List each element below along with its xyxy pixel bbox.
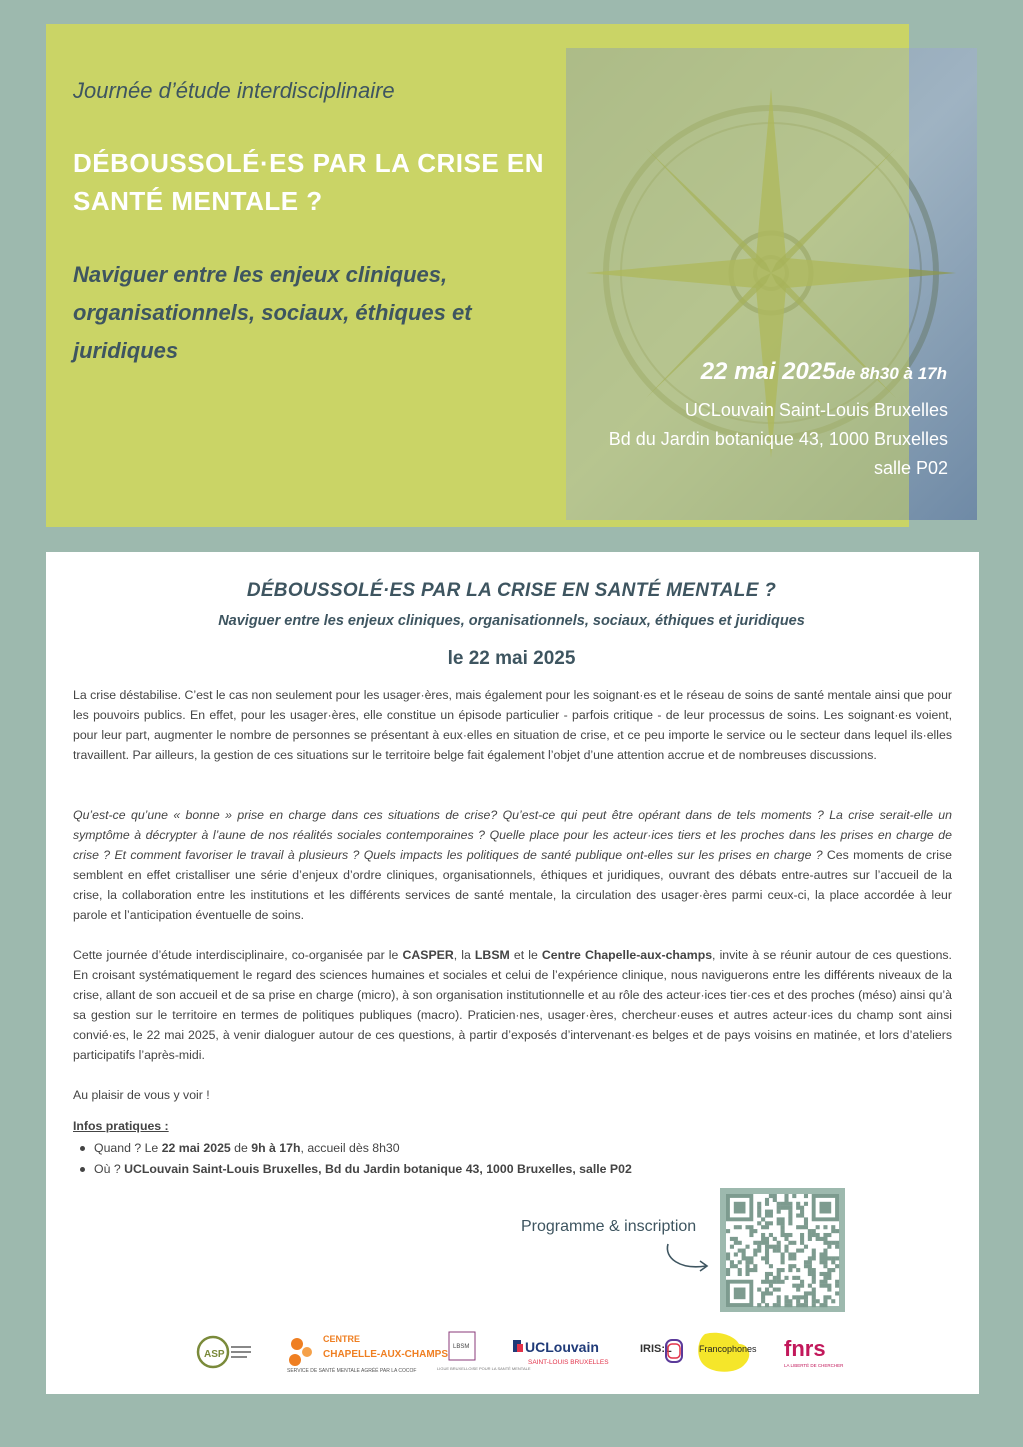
text-segment: Quand ? Le (94, 1141, 162, 1155)
svg-text:SERVICE DE SANTÉ MENTALE AGRÉÉ: SERVICE DE SANTÉ MENTALE AGRÉÉ PAR LA COCOF (287, 1368, 417, 1374)
infos-title: Infos pratiques : (73, 1119, 169, 1133)
francophones-logo-icon (695, 1330, 775, 1375)
hero-subtitle-line: juridiques (73, 338, 179, 363)
hero-subtitle-line: Naviguer entre les enjeux cliniques, (73, 262, 448, 287)
hero-title-line: DÉBOUSSOLÉ·ES PAR LA CRISE EN (73, 148, 544, 178)
bullet-icon (80, 1167, 85, 1172)
svg-text:UCLouvain: UCLouvain (525, 1339, 599, 1355)
text-segment: , invite à se réunir autour de ces questions. En croisant systématiquement le regard des sciences humaines et sociales et celui de l’expérience clinique, nous naviguerons entre les différents niveaux de la crise, allant de son accueil et de sa prise en charge (micro), à son organisation institutionnelle et au rôle des acteur·ices tier·ces et des proches (méso) ainsi qu’à sa gestion sur le territoire en termes de politiques publiques (macro). Praticien·nes, usager·ères, chercheur·euses et autres acteur·ices du champ sont ainsi convié·es, le 22 mai 2025, à venir dialoguer autour de ces questions, à partir d’exposés d’intervenant·es belges et de pays voisins en matinée, et lors d’ateliers participatifs l’après-midi. (73, 948, 952, 1062)
hero-subtitle (73, 256, 493, 370)
text-segment: et le (509, 948, 542, 962)
svg-text:LIGUE BRUXELLOISE POUR LA SANT: LIGUE BRUXELLOISE POUR LA SANTÉ MENTALE (437, 1366, 531, 1371)
casper-logo-icon (195, 1330, 255, 1375)
paragraph-questions (73, 805, 952, 925)
svg-text:LA LIBERTÉ DE CHERCHER: LA LIBERTÉ DE CHERCHER (784, 1363, 844, 1368)
hero-date (701, 358, 947, 386)
bullet-icon (80, 1146, 85, 1151)
svg-text:SAINT-LOUIS BRUXELLES: SAINT-LOUIS BRUXELLES (528, 1359, 609, 1366)
when-date: 22 mai 2025 (161, 1141, 231, 1155)
svg-text:ASP: ASP (204, 1349, 225, 1360)
hero-room: salle P02 (873, 458, 948, 478)
panel-date: le 22 mai 2025 (447, 648, 576, 669)
centre-chapelle-logo-icon (287, 1330, 448, 1375)
svg-text:fnrs: fnrs (784, 1336, 826, 1361)
hero-title-line: SANTÉ MENTALE ? (73, 186, 323, 216)
panel-subtitle: Naviguer entre les enjeux cliniques, organisationnels, sociaux, éthiques et juridiques (218, 613, 805, 629)
where-value: UCLouvain Saint-Louis Bruxelles, Bd du Jardin botanique 43, 1000 Bruxelles, salle P02 (124, 1162, 632, 1176)
svg-text:Francophones: Francophones (699, 1344, 757, 1354)
hero-date-time: de 8h30 à 17h (835, 364, 947, 383)
when-hours: 9h à 17h (251, 1141, 301, 1155)
uclouvain-logo-icon (513, 1330, 623, 1375)
svg-text:CENTRE: CENTRE (323, 1334, 361, 1344)
text-segment: Où ? (94, 1162, 125, 1176)
paragraph-closing: Au plaisir de vous y voir ! (73, 1088, 210, 1102)
fnrs-logo-icon (783, 1330, 843, 1375)
hero-date-main: 22 mai 2025 (700, 358, 836, 385)
text-segment: , la (453, 948, 475, 962)
qr-code-icon[interactable] (720, 1188, 845, 1312)
paragraph-intro: La crise déstabilise. C’est le cas non seulement pour les usager·ères, mais également pour les soignant·es et le réseau de soins de santé mentale ainsi que pour les pouvoirs publics. En effet, pour les usager·ères, elle constitue un épisode particulier - parfois critique - de leur processus de soins. Les soignant·es voient, pour leur part, augmenter le nombre de personnes se présentant à eux·elles en situation de crise, et ce peu importe le service ou le secteur dans lequel ils·elles travaillent. Par ailleurs, la gestion de ces situations sur le territoire belge fait également l’objet d’une attention accrue et de nombreuses discussions. (73, 688, 952, 762)
svg-text:CHAPELLE-AUX-CHAMPS: CHAPELLE-AUX-CHAMPS (323, 1349, 448, 1360)
iris-logo-icon (638, 1330, 688, 1375)
paragraph-questions-italic: Qu’est-ce qu’une « bonne » prise en charge dans ces situations de crise? Qu’est-ce qui peut être opérant dans de tels moments ? La crise serait-elle un symptôme à décrypter à l’aune de nos réalités sociales contemporaines ? Quelle place pour les acteur·ices tiers et les proches dans les prises en charge de crise ? Et comment favoriser le travail à plusieurs ? Quels impacts les politiques de santé publique ont-elles sur les prises en charge ? (73, 808, 952, 862)
hero-subtitle-line: organisationnels, sociaux, éthiques et (73, 300, 472, 325)
svg-text:IRIS:L: IRIS:L (640, 1343, 672, 1355)
text-segment: Cette journée d’étude interdisciplinaire, co-organisée par le (73, 948, 403, 962)
organiser-centre: Centre Chapelle-aux-champs (541, 948, 713, 962)
info-when (80, 1141, 400, 1155)
programme-label: Programme & inscription (521, 1218, 697, 1235)
svg-text:LBSM: LBSM (453, 1344, 470, 1350)
qr-code-area (726, 1194, 839, 1306)
hero-venue: UCLouvain Saint-Louis Bruxelles (684, 400, 948, 420)
paragraph-organisers (73, 945, 952, 1065)
hero-title (73, 144, 553, 220)
panel-title: DÉBOUSSOLÉ·ES PAR LA CRISE EN SANTÉ MENTALE ? (246, 580, 777, 601)
text-segment: , accueil dès 8h30 (300, 1141, 400, 1155)
partner-logos (195, 1330, 845, 1375)
paragraph-questions-rest: Ces moments de crise semblent en effet cristalliser une série d’enjeux d’ordre cliniques, organisationnels, éthiques et juridiques, ouvrant des débats entre-autres sur l’accueil de la crise, la collaboration entre les institutions et les différents services de santé mentale, la circulation des usager·ères parmi ceux-ci, la place accordée à leur parole et l’anticipation éventuelle de soins. (73, 848, 952, 922)
organiser-casper: CASPER (402, 948, 454, 962)
event-type: Journée d’étude interdisciplinaire (73, 78, 395, 103)
hero-address (609, 396, 948, 483)
info-where (80, 1162, 632, 1176)
organiser-lbsm: LBSM (474, 948, 510, 962)
hero-street: Bd du Jardin botanique 43, 1000 Bruxelles (608, 429, 948, 449)
lbsm-logo-icon (437, 1330, 531, 1375)
curved-arrow-icon (662, 1242, 712, 1274)
text-segment: de (230, 1141, 252, 1155)
